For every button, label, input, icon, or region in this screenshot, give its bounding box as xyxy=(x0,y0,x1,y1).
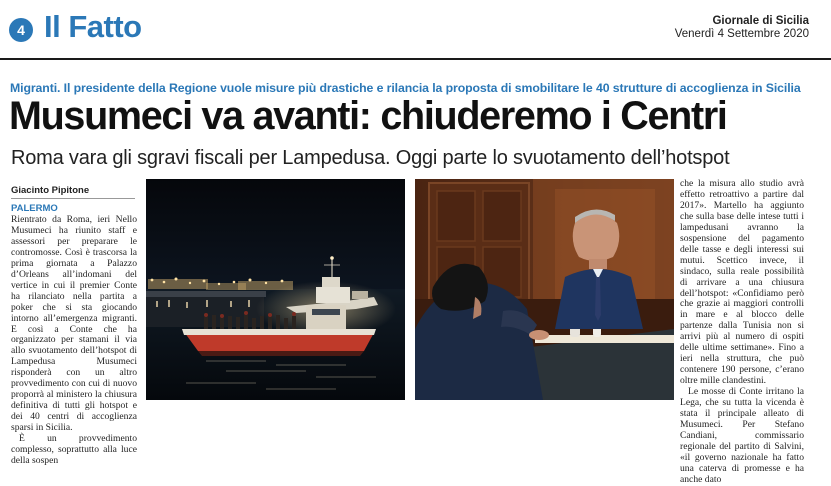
article-author: Giacinto Pipitone xyxy=(11,185,90,196)
column-left-paragraph: È un provvedimento complesso, soprattutto alla luce della sospen xyxy=(11,433,137,466)
page-number-badge: 4 xyxy=(9,18,33,42)
article-column-right xyxy=(680,179,804,486)
article-dateline: PALERMO xyxy=(11,203,58,214)
publication-name: Giornale di Sicilia xyxy=(712,15,809,27)
page-header xyxy=(0,0,831,58)
article-kicker: Migranti. Il presidente della Regione vuole misure più drastiche e rilancia la proposta di smobilitare le 40 strutture di accoglienza in Sicilia xyxy=(10,81,801,95)
column-right-paragraph: che la misura allo studio avrà effetto retroattivo a partire dal 2017». Martello ha aggiunto che sulla base delle intese tutti i lampedusani avranno la sospensione del pagamento delle tasse e degli interessi sui mutui. Scettico invece, il sindaco, sulla reale possibilità di arrivare a una chiusura dell’hotspot: «Confidiamo però che grazie ai maggiori controlli in mare e al blocco delle partenze dalla Tunisia non si arrivi più al numero di ospiti delle ultime settimane». Fino a ieri nella struttura, che può contenere 190 persone, c’erano oltre mille clandestini. xyxy=(680,178,804,387)
publication-date: Venerdì 4 Settembre 2020 xyxy=(674,28,809,40)
harbor-photo-illustration xyxy=(146,179,405,400)
masthead xyxy=(675,15,809,40)
header-rule xyxy=(0,58,831,60)
article-subheadline: Roma vara gli sgravi fiscali per Lampedusa. Oggi parte lo svuotamento dell’hotspot xyxy=(11,147,730,169)
meeting-photo-illustration xyxy=(415,179,674,400)
author-divider xyxy=(11,198,135,199)
column-left-paragraph: Rientrato da Roma, ieri Nello Musumeci ha riunito staff e assessori per preparare le contromosse. Così è trascorsa la prima giornata a Palazzo d’Orleans all’indomani del vertice in cui il premier Conte ha rilanciato nella partita a poker che si sta giocando intorno all’emergenza migranti. E così a Conte che ha organizzato per stamani il via allo svuotamento dell’hotspot di Lampedusa Musumeci risponderà con un altro provvedimento con cui di nuovo proporrà al ministero la chiusura definitiva di tutti gli hotspot e dei 40 centri di accoglienza sparsi in Sicilia. xyxy=(11,214,137,434)
night-harbor-boat-photo xyxy=(146,179,405,400)
article-column-left xyxy=(11,215,137,467)
meeting-photo xyxy=(415,179,674,400)
article-headline: Musumeci va avanti: chiuderemo i Centri xyxy=(9,94,727,138)
section-title: Il Fatto xyxy=(44,9,142,44)
column-right-paragraph: Le mosse di Conte irritano la Lega, che su tutta la vicenda è stata il principale alleato di Musumeci. Per Stefano Candiani, commissario regionale del partito di Salvini, «il governo nazionale ha fatto una caterva di promesse e ha anche dato xyxy=(680,386,804,485)
